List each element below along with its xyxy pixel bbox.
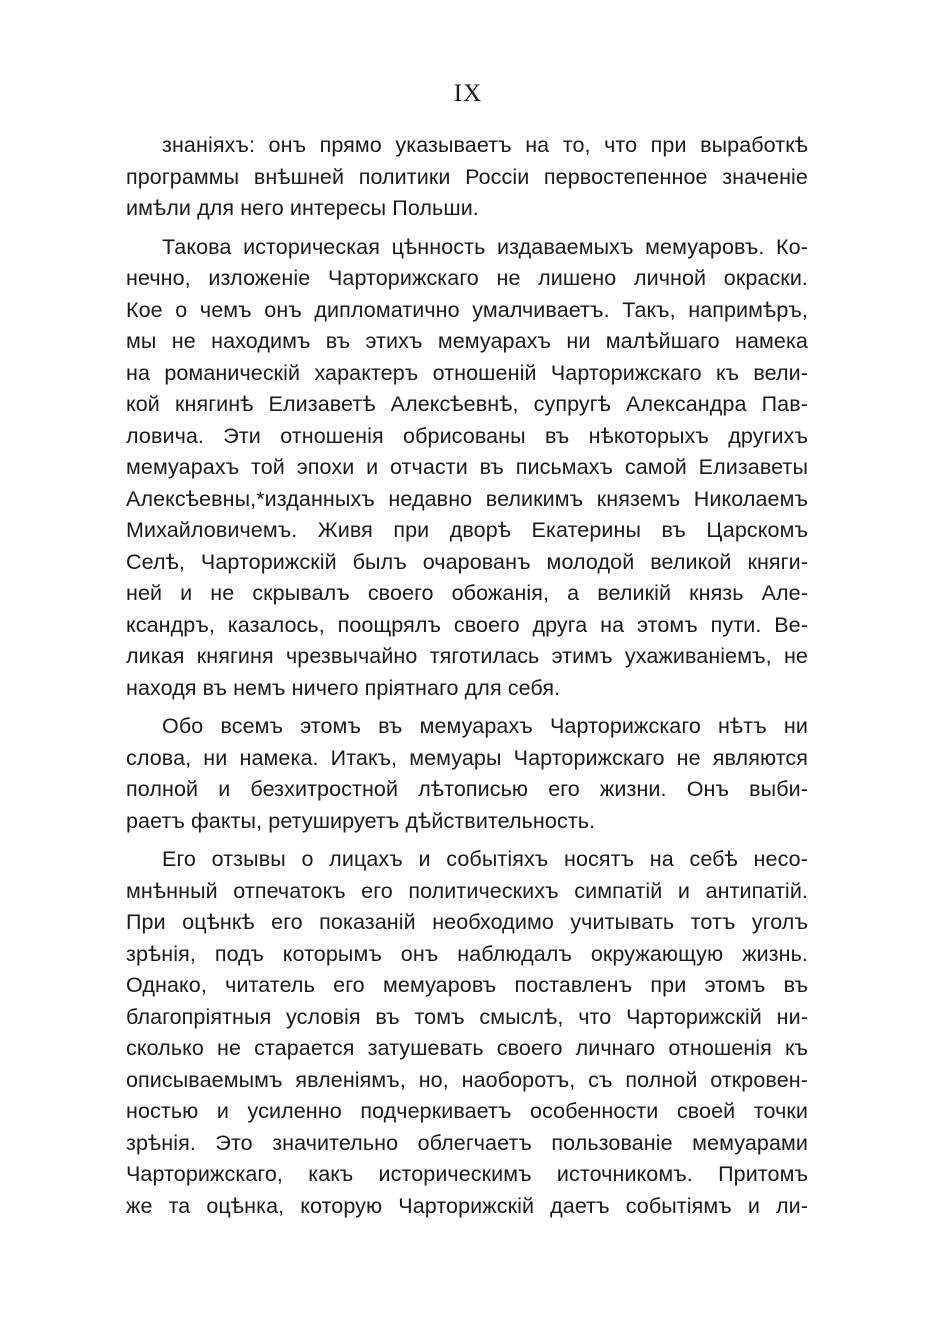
text-line: полной и безхитростной лѣтописью его жизни. Онъ выби-	[126, 777, 808, 801]
text-line: сколько не старается затушевать своего личнаго отношенія къ	[126, 1036, 808, 1060]
text-line: находя въ немъ ничего пріятнаго для себя.	[126, 675, 561, 700]
text-line: же та оцѣнка, которую Чарторижскій даетъ событіямъ и ли-	[126, 1193, 808, 1218]
text-line: зрѣнія. Это значительно облегчаетъ пользованіе мемуарами	[126, 1130, 808, 1155]
text-line: мемуарахъ той эпохи и отчасти въ письмахъ самой Елизаветы	[126, 455, 808, 479]
text-line: Чарторижскаго, какъ историческимъ источникомъ. Притомъ	[126, 1162, 808, 1186]
text-line: Его отзывы о лицахъ и событіяхъ носятъ на себѣ несо-	[162, 847, 808, 871]
text-line: программы внѣшней политики Россіи первостепенное значеніе	[126, 164, 808, 189]
text-line: знаніяхъ: онъ прямо указываетъ на то, что при выработкѣ	[162, 133, 808, 157]
text-line: описываемымъ явленіямъ, но, наоборотъ, съ полной откровен-	[126, 1067, 808, 1092]
text-line: мнѣнный отпечатокъ его политическихъ симпатій и антипатій.	[126, 878, 808, 903]
text-line: зрѣнія, подъ которымъ онъ наблюдалъ окружающую жизнь.	[126, 941, 808, 966]
text-line: кой княгинѣ Елизаветѣ Алексѣевнѣ, супругѣ Александра Пав-	[126, 392, 808, 416]
paragraph	[126, 130, 808, 225]
text-line: Обо всемъ этомъ въ мемуарахъ Чарторижскаго нѣтъ ни	[162, 714, 808, 738]
page-number: IX	[453, 80, 483, 107]
text-line: ксандръ, казалось, поощрялъ своего друга на этомъ пути. Ве-	[126, 612, 808, 637]
text-line: раетъ факты, ретушируетъ дѣйствительность.	[126, 808, 596, 833]
text-line: мы не находимъ въ этихъ мемуарахъ ни малѣйшаго намека	[126, 329, 808, 353]
text-line: Селѣ, Чарторижскій былъ очарованъ молодой великой княги-	[126, 549, 808, 574]
text-line: благопріятныя условія въ томъ смыслѣ, что Чарторижскій ни-	[126, 1004, 808, 1029]
text-line: Такова историческая цѣнность издаваемыхъ мемуаровъ. Ко-	[162, 234, 808, 259]
text-line: ликая княгиня чрезвычайно тяготилась этимъ ухаживаніемъ, не	[126, 644, 808, 668]
text-line: нечно, изложеніе Чарторижскаго не лишено личной окраски.	[126, 266, 808, 290]
text-line: ловича. Эти отношенія обрисованы въ нѣкоторыхъ другихъ	[126, 423, 808, 448]
text-line: ностью и усиленно подчеркиваетъ особенности своей точки	[126, 1099, 808, 1123]
text-line: Алексѣевны,*изданныхъ недавно великимъ княземъ Николаемъ	[126, 486, 808, 511]
text-line: ней и не скрывалъ своего обожанія, а великій князь Але-	[126, 581, 808, 605]
text-line: Михайловичемъ. Живя при дворѣ Екатерины въ Царскомъ	[126, 518, 808, 542]
paragraph	[126, 711, 808, 837]
text-line: При оцѣнкѣ его показаній необходимо учитывать тотъ уголъ	[126, 910, 808, 934]
text-line: Однако, читатель его мемуаровъ поставленъ при этомъ въ	[126, 973, 808, 997]
text-line: слова, ни намека. Итакъ, мемуары Чарторижскаго не являются	[126, 745, 808, 770]
text-line: Кое о чемъ онъ дипломатично умалчиваетъ. Такъ, напримѣръ,	[126, 297, 808, 322]
paragraph	[126, 232, 808, 705]
paragraph	[126, 844, 808, 1222]
text-line: имѣли для него интересы Польши.	[126, 196, 479, 220]
text-line: на романическій характеръ отношеній Чарторижскаго къ вели-	[126, 360, 808, 385]
body-text	[126, 130, 808, 1222]
